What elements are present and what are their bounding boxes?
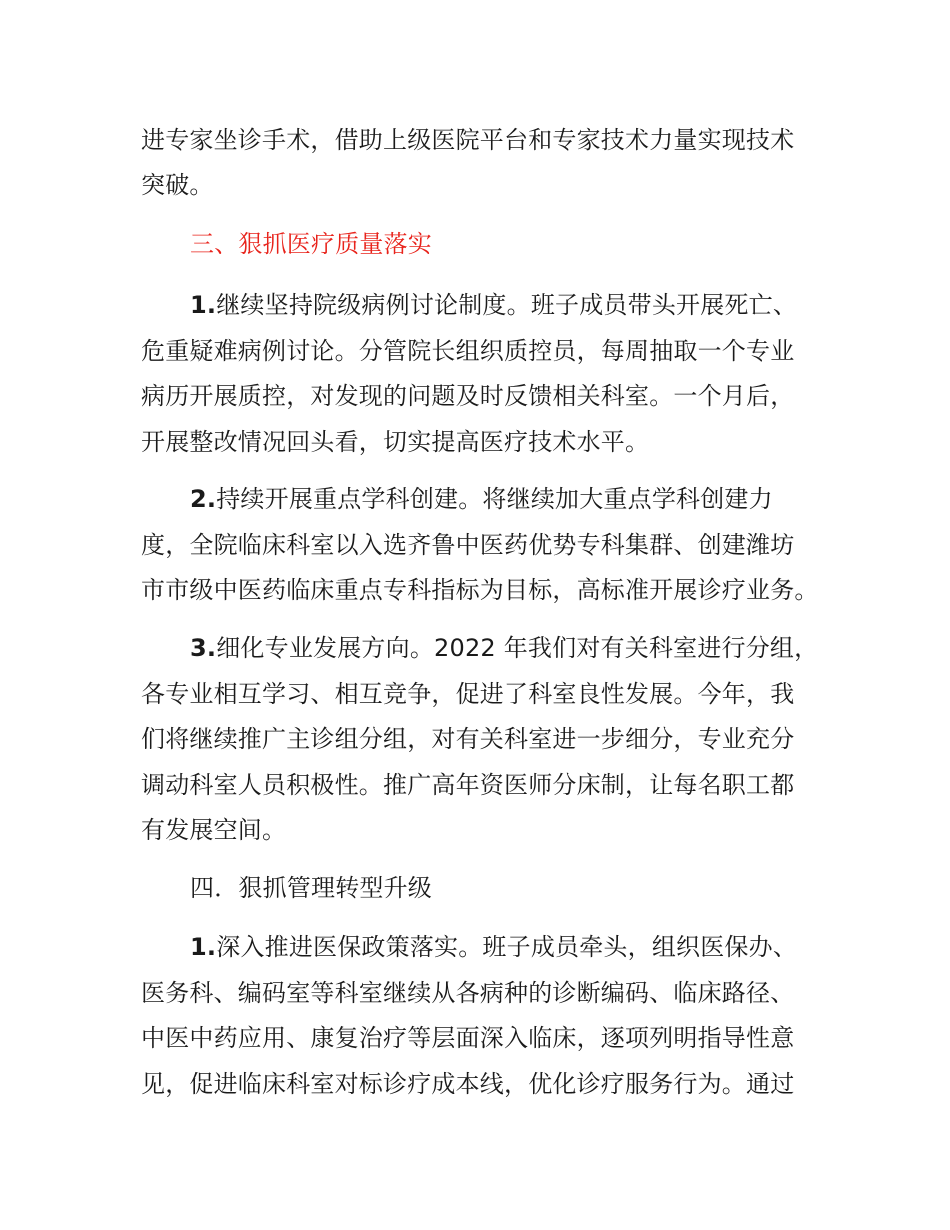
paragraph-line: 见，促进临床科室对标诊疗成本线，优化诊疗服务行为。通过: [141, 1070, 795, 1098]
paragraph-line: 各专业相互学习、相互竞争，促进了科室良性发展。今年，我: [141, 680, 795, 708]
list-item-first-line: [190, 633, 818, 663]
item-text: 继续坚持院级病例讨论制度。班子成员带头开展死亡、: [216, 291, 798, 319]
paragraph-line: 开展整改情况回头看，切实提高医疗技术水平。: [141, 428, 650, 456]
list-item-first-line: [190, 290, 797, 320]
item-number: 3.: [190, 634, 217, 662]
paragraph-line: 调动科室人员积极性。推广高年资医师分床制，让每名职工都: [141, 771, 795, 799]
item-number: 1.: [190, 933, 217, 961]
list-item-first-line: [190, 932, 797, 962]
paragraph-line: 中医中药应用、康复治疗等层面深入临床，逐项列明指导性意: [141, 1024, 795, 1052]
item-text: 深入推进医保政策落实。班子成员牵头，组织医保办、: [216, 933, 798, 961]
paragraph-line: 们将继续推广主诊组分组，对有关科室进一步细分，专业充分: [141, 725, 795, 753]
paragraph-line: 医务科、编码室等科室继续从各病种的诊断编码、临床路径、: [141, 979, 795, 1007]
paragraph-line: 进专家坐诊手术，借助上级医院平台和专家技术力量实现技术: [141, 126, 795, 154]
paragraph-line: 度，全院临床科室以入选齐鲁中医药优势专科集群、创建潍坊: [141, 531, 795, 559]
item-text: 持续开展重点学科创建。将继续加大重点学科创建力: [216, 485, 773, 513]
section-heading: 三、狠抓医疗质量落实: [190, 230, 432, 258]
paragraph-line: 有发展空间。: [141, 816, 287, 844]
list-item-first-line: [190, 484, 773, 514]
section-heading: 四．狠抓管理转型升级: [190, 874, 432, 902]
paragraph-line: 病历开展质控，对发现的问题及时反馈相关科室。一个月后，: [141, 382, 795, 410]
item-text: 细化专业发展方向。2022 年我们对有关科室进行分组，: [216, 634, 819, 662]
paragraph-line: 市市级中医药临床重点专科指标为目标，高标准开展诊疗业务。: [141, 576, 819, 604]
item-number: 2.: [190, 485, 217, 513]
paragraph-line: 危重疑难病例讨论。分管院长组织质控员，每周抽取一个专业: [141, 337, 795, 365]
paragraph-line: 突破。: [141, 171, 214, 199]
item-number: 1.: [190, 291, 217, 319]
